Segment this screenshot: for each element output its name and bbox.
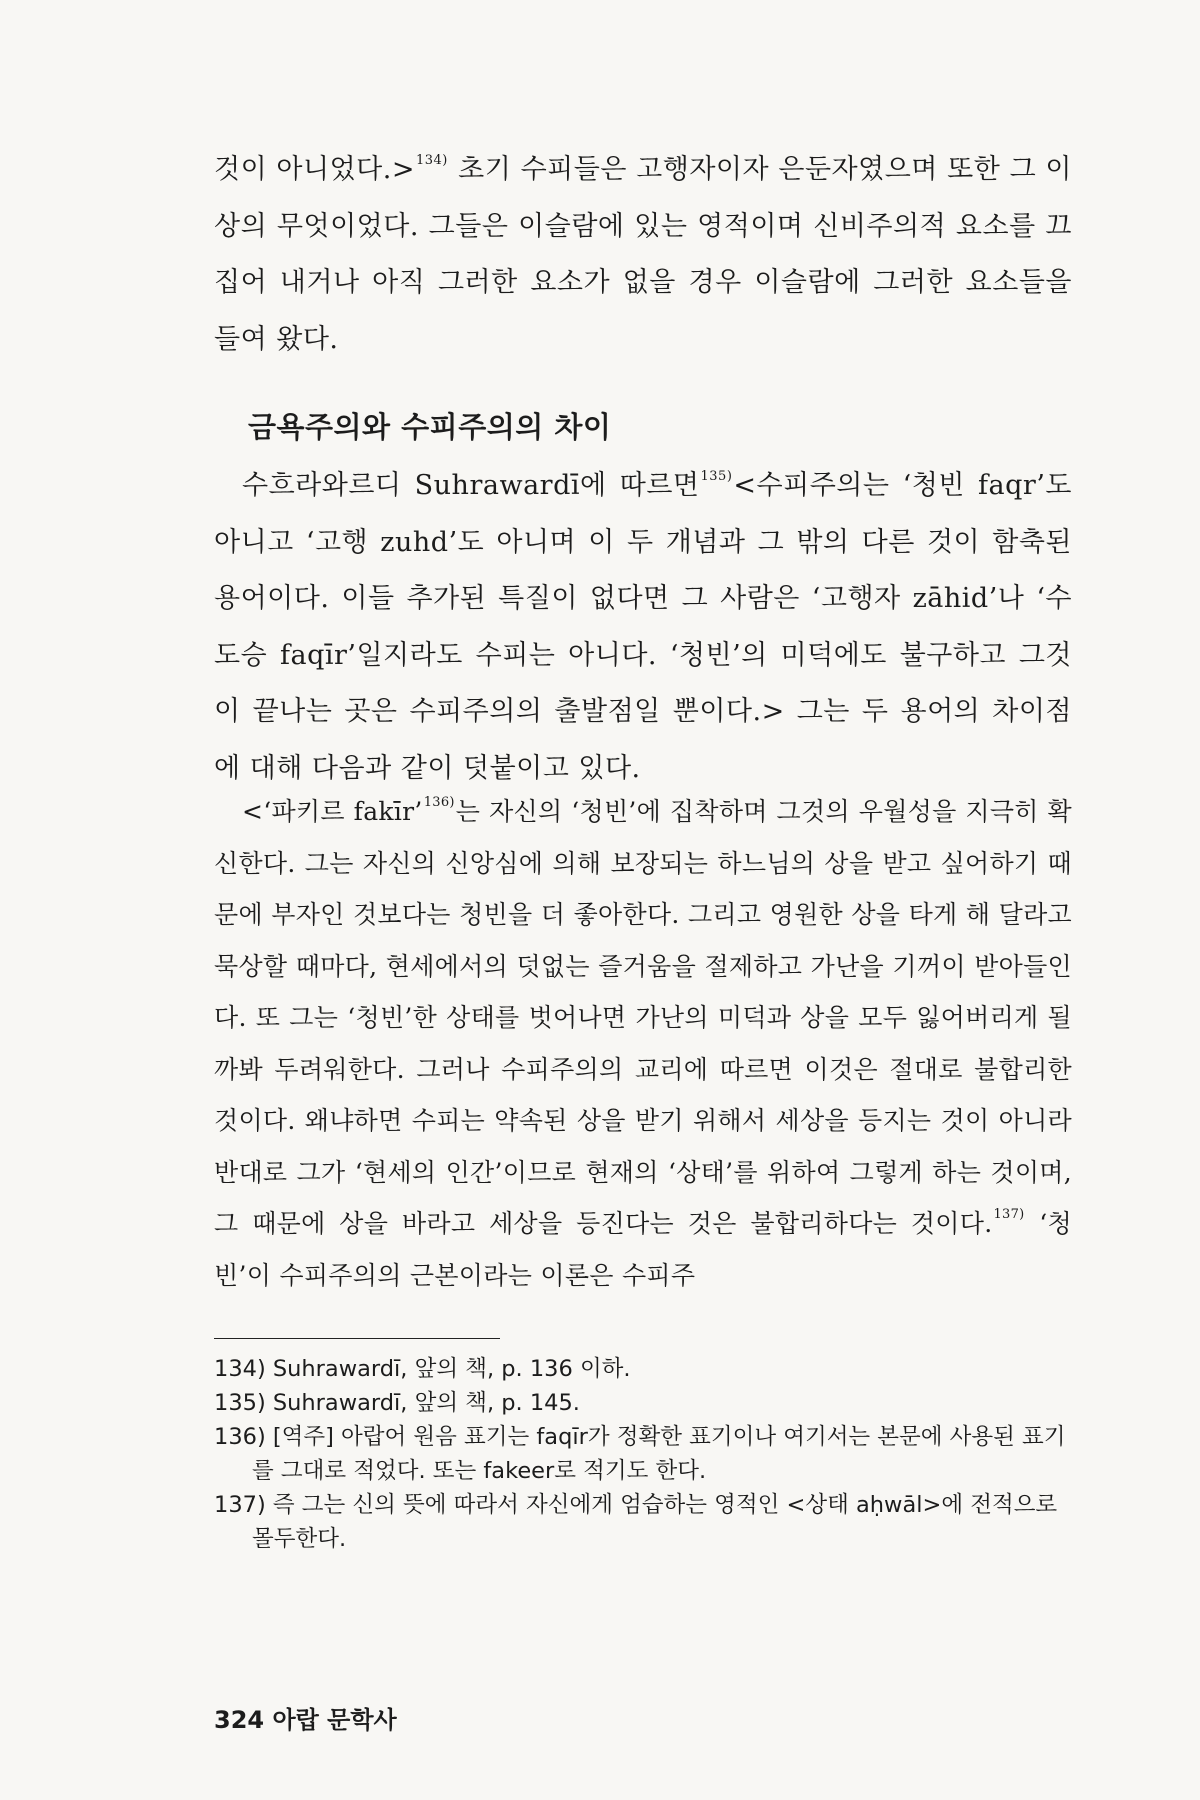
second-paragraph-text-end: <수피주의는 ‘청빈 faqr’도 아니고 ‘고행 zuhd’도 아니며 이 두 개념과 그 밖의 다른 것이 함축된 용어이다. 이들 추가된 특질이 없다면 그 사람은 ‘고행자 zāhid’나 ‘수도승 faqīr’일지라도 수피는 아니다. ‘청빈’의 미덕에도 불구하고 그것이 끝나는 곳은 수피주의의 출발점일 뿐이다.> 그는 두 용어의 차이점에 대해 다음과 같이 덧붙이고 있다.: [214, 470, 1072, 784]
block-quote-text-middle: 는 자신의 ‘청빈’에 집착하며 그것의 우월성을 지극히 확신한다. 그는 자신의 신앙심에 의해 보장되는 하느님의 상을 받고 싶어하기 때문에 부자인 것보다는 청빈을 더 좋아한다. 그리고 영원한 상을 타게 해 달라고 묵상할 때마다, 현세에서의 덧없는 즐거움을 절제하고 가난을 기꺼이 받아들인다. 또 그는 ‘청빈’한 상태를 벗어나면 가난의 미덕과 상을 모두 잃어버리게 될까봐 두려워한다. 그러나 수피주의의 교리에 따르면 이것은 절대로 불합리한 것이다. 왜냐하면 수피는 약속된 상을 받기 위해서 세상을 등지는 것이 아니라 반대로 그가 ‘현세의 인간’이므로 현재의 ‘상태’를 위하여 그렇게 하는 것이며, 그 때문에 상을 바라고 세상을 등진다는 것은 불합리하다는 것이다.: [214, 797, 1073, 1238]
second-paragraph: [214, 458, 1072, 797]
block-quote: [214, 786, 1072, 1301]
opening-paragraph-text-end: 초기 수피들은 고행자이자 은둔자였으며 또한 그 이상의 무엇이었다. 그들은 이슬람에 있는 영적이며 신비주의적 요소를 끄집어 내거나 아직 그러한 요소가 없을 경우 이슬람에 그러한 요소들을 들여 왔다.: [214, 154, 1072, 355]
footnote-ref-137[interactable]: 137): [993, 1207, 1025, 1222]
opening-paragraph-text-start: 것이 아니었다.>: [214, 154, 415, 185]
second-paragraph-text-start: 수흐라와르디 Suhrawardī에 따르면: [242, 470, 700, 501]
footnote-134: 134) Suhrawardī, 앞의 책, p. 136 이하.: [214, 1356, 631, 1382]
footnote-135: 135) Suhrawardī, 앞의 책, p. 145.: [214, 1390, 580, 1416]
second-paragraph-block: [214, 458, 1072, 797]
block-quote-text-start: <‘파키르 fakīr’: [242, 797, 423, 826]
section-heading: 금욕주의와 수피주의의 차이: [248, 410, 612, 444]
footnote-137: 137) 즉 그는 신의 뜻에 따라서 자신에게 엄습하는 영적인 <상태 aḥwāl>에 전적으로 몰두한다.: [214, 1492, 1058, 1552]
footnote-136: 136) [역주] 아랍어 원음 표기는 faqīr가 정확한 표기이나 여기서는 본문에 사용된 표기를 그대로 적었다. 또는 fakeer로 적기도 한다.: [214, 1424, 1066, 1484]
footnote-ref-135[interactable]: 135): [700, 469, 733, 484]
footnote-ref-136[interactable]: 136): [423, 795, 455, 810]
footnote-divider: [214, 1338, 500, 1339]
page-folio: 324 아랍 문학사: [214, 1706, 397, 1734]
opening-paragraph-block: [214, 142, 1072, 368]
footnote-ref-134[interactable]: 134): [415, 153, 448, 168]
block-quote-text-end: ‘청빈’이 수피주의의 근본이라는 이론은 수피주: [214, 1209, 1072, 1290]
opening-paragraph: [214, 142, 1072, 368]
footnote-list: [214, 1352, 1072, 1556]
